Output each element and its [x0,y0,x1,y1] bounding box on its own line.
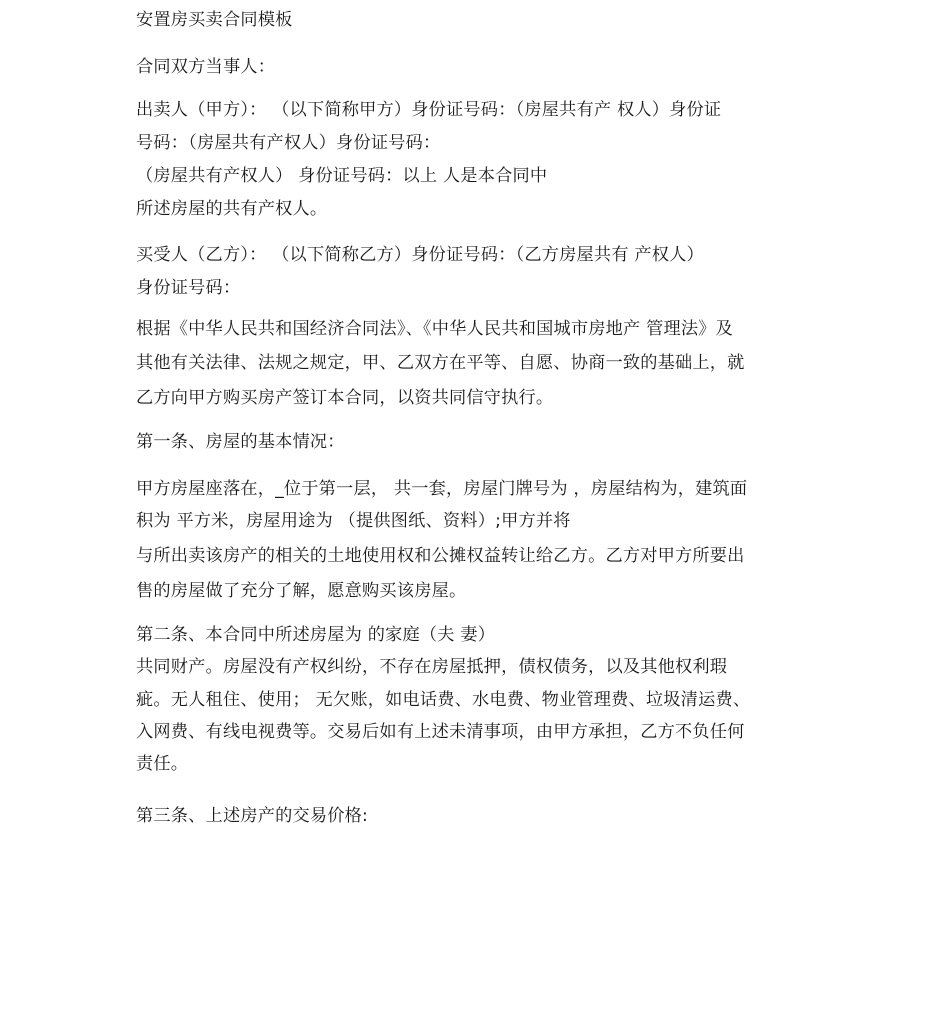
article-1-line-1: 甲方房屋座落在，_位于第一层， 共一套，房屋门牌号为 ，房屋结构为，建筑面 [136,479,748,499]
article-1-line-2: 积为 平方米，房屋用途为 （提供图纸、资料）;甲方并将 [136,511,571,531]
parties-heading: 合同双方当事人： [136,57,276,77]
article-2-line-3: 入网费、有线电视费等。交易后如有上述未清事项，由甲方承担，乙方不负任何 [136,722,745,742]
article-1-heading: 第一条、房屋的基本情况： [136,432,345,452]
buyer-line-1: 买受人（乙方）： （以下简称乙方）身份证号码：（乙方房屋共有 产权人） [136,245,704,265]
seller-line-4: 所述房屋的共有产权人。 [136,199,328,219]
seller-line-1: 出卖人（甲方）： （以下简称甲方）身份证号码：（房屋共有产 权人）身份证 [136,100,722,120]
article-1-line-4: 售的房屋做了充分了解，愿意购买该房屋。 [136,581,467,601]
basis-line-1: 根据《中华人民共和国经济合同法》、《中华人民共和国城市房地产 管理法》及 [136,319,734,339]
basis-line-3: 乙方向甲方购买房产签订本合同，以资共同信守执行。 [136,388,554,408]
article-3-heading: 第三条、上述房产的交易价格: [136,806,369,826]
basis-line-2: 其他有关法律、法规之规定，甲、乙双方在平等、自愿、协商一致的基础上，就 [136,353,745,373]
article-2-line-4: 责任。 [136,754,189,774]
article-2-line-2: 疵。无人租住、使用； 无欠账，如电话费、水电费、物业管理费、垃圾清运费、 [136,690,751,710]
buyer-line-2: 身份证号码： [136,278,241,298]
document-title: 安置房买卖合同模板 [136,10,293,30]
seller-line-3: （房屋共有产权人） 身份证号码：以上 人是本合同中 [136,166,548,186]
article-2-line-1: 共同财产。房屋没有产权纠纷，不存在房屋抵押，债权债务，以及其他权利瑕 [136,657,728,677]
article-1-line-3: 与所出卖该房产的相关的土地使用权和公摊权益转让给乙方。乙方对甲方所要出 [136,546,745,566]
article-2-heading: 第二条、本合同中所述房屋为 的家庭（夫 妻） [136,625,496,645]
seller-line-2: 号码：（房屋共有产权人）身份证号码： [136,133,441,153]
